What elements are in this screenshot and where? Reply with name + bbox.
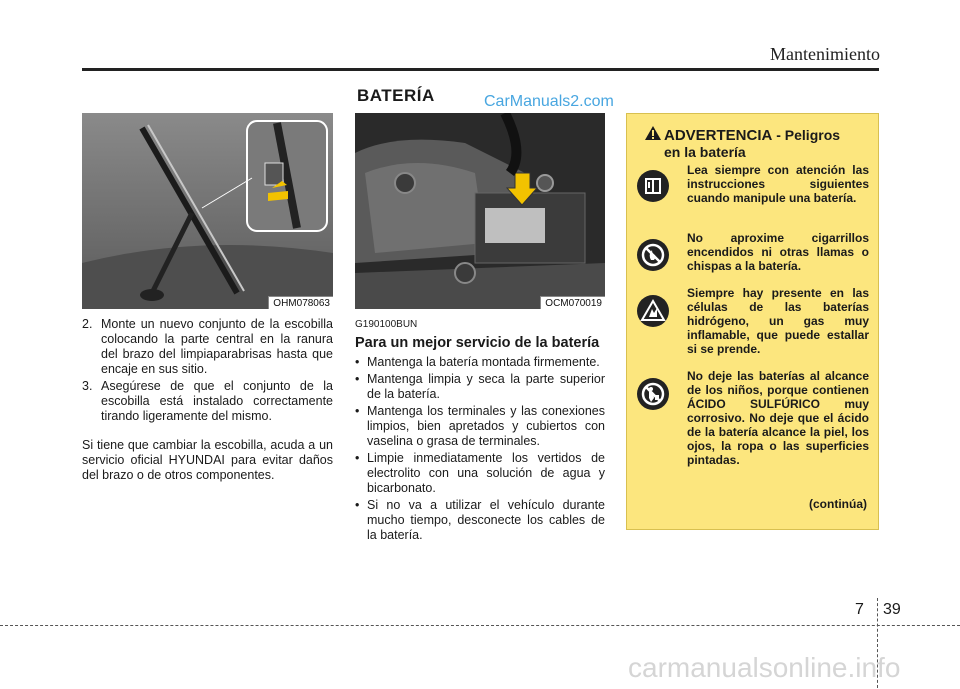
explosion-icon bbox=[637, 295, 669, 327]
step-number: 2. bbox=[82, 317, 93, 331]
battery-photo bbox=[355, 113, 605, 309]
section-code: G190100BUN bbox=[355, 319, 418, 330]
page-number bbox=[855, 601, 864, 619]
step-text: Asegúrese de que el conjunto de la escobilla está instalado correctamente tirando ligeramente del mismo. bbox=[101, 379, 333, 423]
manual-book-icon bbox=[637, 170, 669, 202]
dealer-paragraph: Si tiene que cambiar la escobilla, acuda a un servicio oficial HYUNDAI para evitar daños del brazo o de otros componentes. bbox=[82, 438, 333, 482]
middle-column bbox=[355, 317, 605, 545]
left-column bbox=[82, 317, 333, 483]
footer-rule bbox=[0, 625, 960, 626]
wiper-photo bbox=[82, 113, 333, 309]
page-number-value: 39 bbox=[883, 601, 901, 618]
section-heading: Para un mejor servicio de la batería bbox=[355, 335, 600, 351]
list-item-text: Mantenga limpia y seca la parte superior de la batería. bbox=[367, 372, 605, 401]
bullet-dot: • bbox=[355, 404, 360, 418]
warning-item-text: No deje las baterías al alcance de los niños, porque contienen ÁCIDO SULFÚRICO muy corrosivo. No deje que el ácido de la batería alcance la piel, los ojos, la ropa o las superficies pintadas. bbox=[687, 369, 869, 467]
warning-title-sub: - Peligros bbox=[772, 127, 841, 143]
bullet-dot: • bbox=[355, 355, 360, 369]
list-item-text: Mantenga la batería montada firmemente. bbox=[367, 355, 600, 369]
header-rule bbox=[82, 68, 879, 71]
wiper-illustration bbox=[82, 113, 333, 309]
warning-title bbox=[664, 127, 840, 161]
step-item bbox=[82, 317, 333, 377]
watermark-top[interactable]: CarManuals2.com bbox=[484, 93, 614, 110]
warning-item-text: Siempre hay presente en las células de las baterías hidrógeno, un gas muy inflamable, que puede estallar si se prende. bbox=[687, 286, 869, 356]
step-number: 3. bbox=[82, 379, 93, 393]
continued-label: (continúa) bbox=[809, 497, 867, 511]
warning-item-text: No aproxime cigarrillos encendidos ni otras llamas o chispas a la batería. bbox=[687, 231, 869, 273]
section-title: Mantenimiento bbox=[770, 44, 880, 64]
bullet-dot: • bbox=[355, 372, 360, 386]
warning-title-main: ADVERTENCIA bbox=[664, 127, 773, 144]
keep-children-away-icon bbox=[637, 378, 669, 410]
warning-box bbox=[626, 113, 879, 530]
step-text: Monte un nuevo conjunto de la escobilla colocando la parte central en la ranura del brazo del limpiaparabrisas hasta que encaje en sus sitio. bbox=[101, 317, 333, 376]
battery-illustration bbox=[355, 113, 605, 309]
warning-item-text: Lea siempre con atención las instrucciones siguientes cuando manipule una batería. bbox=[687, 163, 869, 205]
figure-code: OHM078063 bbox=[268, 296, 333, 309]
bullet-dot: • bbox=[355, 451, 360, 465]
watermark-bottom[interactable]: carmanualsonline.info bbox=[628, 652, 901, 683]
list-item-text: Mantenga los terminales y las conexiones limpios, bien apretados y cubiertos con vaselina o grasa de terminales. bbox=[367, 404, 605, 448]
page-heading: BATERÍA bbox=[357, 86, 435, 105]
list-item bbox=[355, 498, 605, 543]
step-item bbox=[82, 379, 333, 424]
chapter-number: 7 bbox=[855, 601, 864, 618]
bullet-dot: • bbox=[355, 498, 360, 512]
warning-title-line2: en la batería bbox=[664, 144, 746, 160]
no-flame-icon bbox=[637, 239, 669, 271]
list-item-text: Si no va a utilizar el vehículo durante mucho tiempo, desconecte los cables de la batería. bbox=[367, 498, 605, 542]
warning-triangle-icon bbox=[644, 125, 662, 141]
list-item bbox=[355, 355, 605, 370]
list-item bbox=[355, 451, 605, 496]
list-item bbox=[355, 404, 605, 449]
figure-code: OCM070019 bbox=[540, 296, 605, 309]
list-item bbox=[355, 372, 605, 402]
list-item-text: Limpie inmediatamente los vertidos de electrolito con una solución de agua y bicarbonato. bbox=[367, 451, 605, 495]
